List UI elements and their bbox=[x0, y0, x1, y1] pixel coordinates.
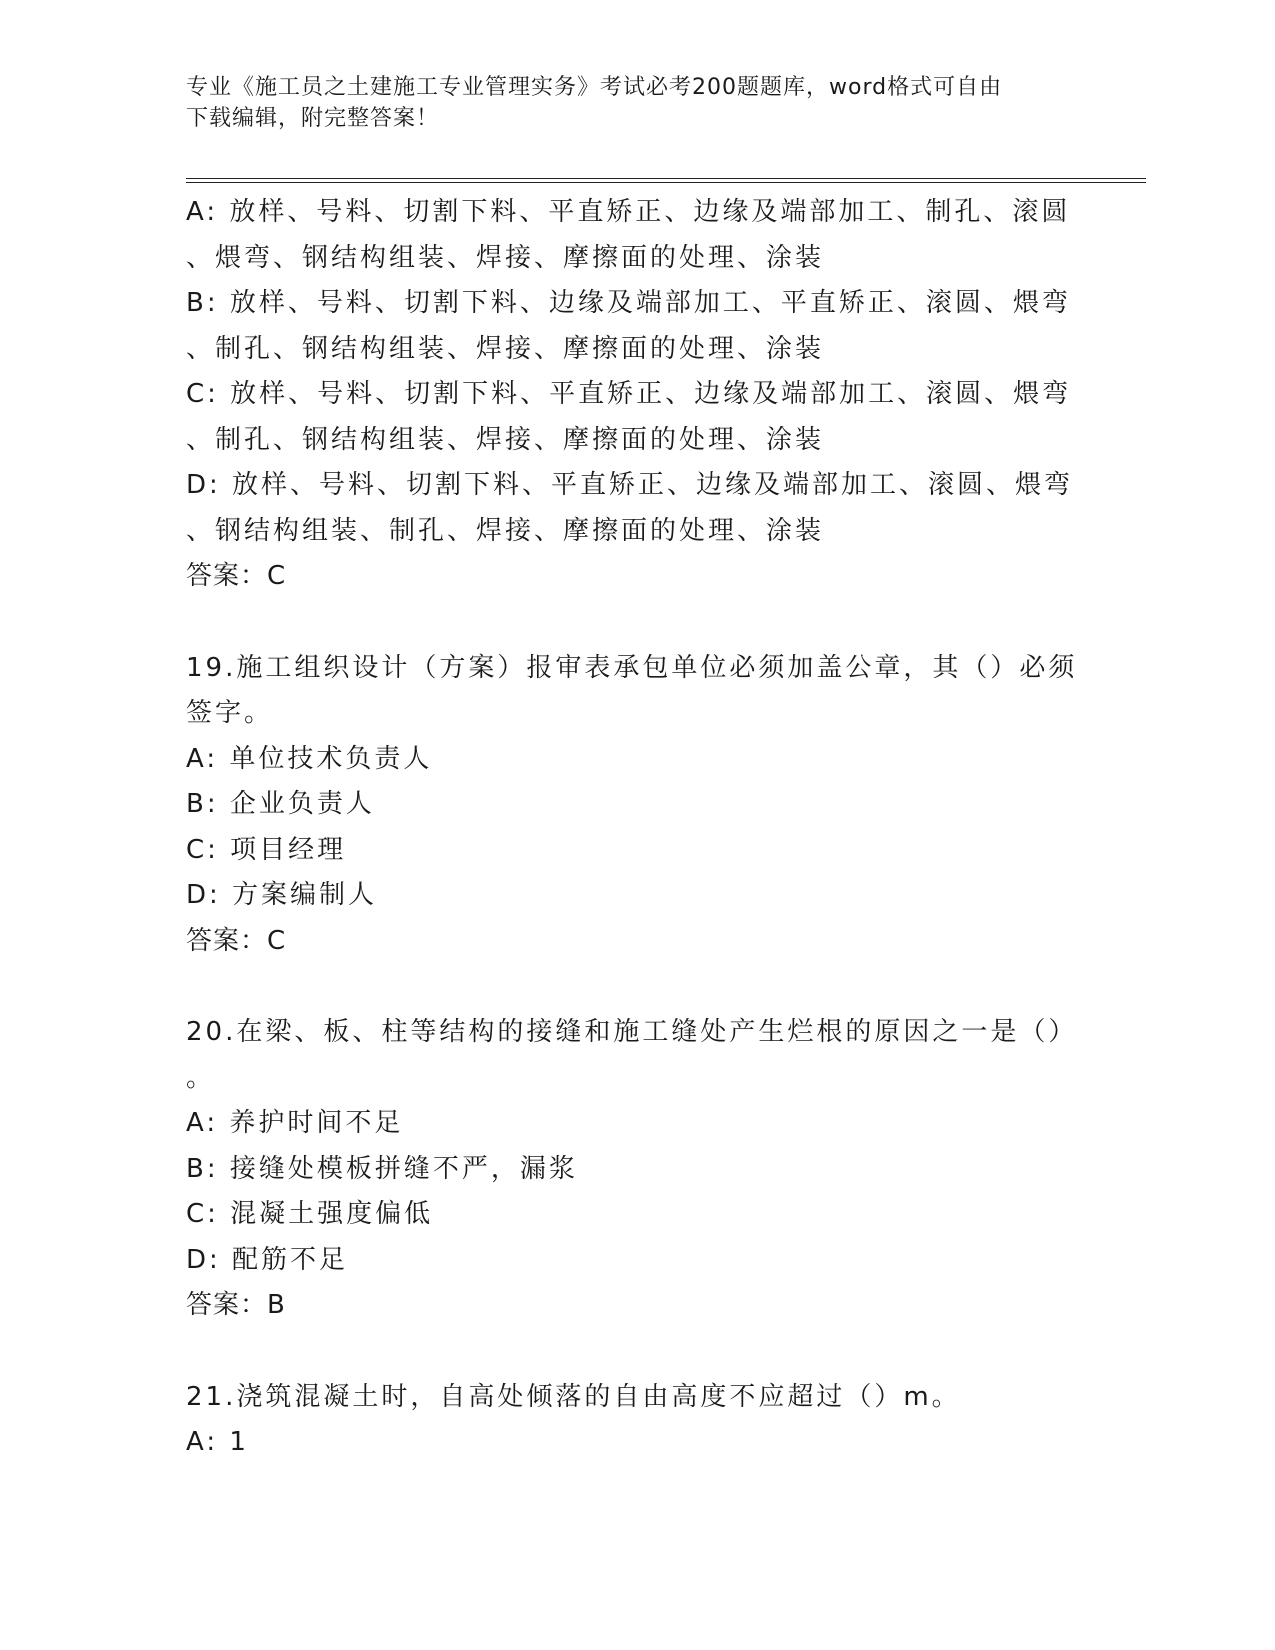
question-21-stem-line-1: 21.浇筑混凝土时，自高处倾落的自由高度不应超过（）m。 bbox=[186, 1381, 961, 1412]
header-divider-top bbox=[186, 178, 1146, 179]
question-20 bbox=[186, 1010, 1086, 1329]
header-line-2: 下载编辑，附完整答案！ bbox=[186, 106, 440, 131]
spacer bbox=[186, 1329, 1086, 1375]
question-content bbox=[186, 190, 1086, 1466]
document-header bbox=[186, 72, 1066, 134]
question-20-stem-line-1: 20.在梁、板、柱等结构的接缝和施工缝处产生烂根的原因之一是（） bbox=[186, 1017, 1078, 1047]
header-divider-bottom bbox=[186, 182, 1146, 183]
option-b: B: 企业负责人 bbox=[186, 789, 375, 819]
answer-20: 答案：B bbox=[186, 1290, 286, 1320]
option-a: A: 养护时间不足 bbox=[186, 1108, 404, 1138]
option-c: C: 混凝土强度偏低 bbox=[186, 1199, 434, 1229]
question-19 bbox=[186, 646, 1086, 965]
spacer bbox=[186, 600, 1086, 646]
header-line-1: 专业《施工员之土建施工专业管理实务》考试必考200题题库，word格式可自由 bbox=[186, 75, 1003, 100]
option-c: C: 项目经理 bbox=[186, 834, 347, 865]
question-19-stem-line-2: 签字。 bbox=[186, 698, 274, 728]
option-a-line-2: 、煨弯、钢结构组装、焊接、摩擦面的处理、涂装 bbox=[186, 242, 825, 273]
option-c-line-1: C: 放样、号料、切割下料、平直矫正、边缘及端部加工、滚圆、煨弯 bbox=[186, 379, 1072, 409]
option-a: A: 单位技术负责人 bbox=[186, 743, 433, 774]
option-b-line-2: 、制孔、钢结构组装、焊接、摩擦面的处理、涂装 bbox=[186, 333, 825, 364]
question-18-options bbox=[186, 190, 1086, 600]
option-b: B: 接缝处模板拼缝不严，漏浆 bbox=[186, 1153, 578, 1184]
question-21 bbox=[186, 1375, 1086, 1466]
option-b-line-1: B: 放样、号料、切割下料、边缘及端部加工、平直矫正、滚圆、煨弯 bbox=[186, 288, 1071, 318]
answer-18: 答案：C bbox=[186, 561, 287, 591]
answer-19: 答案：C bbox=[186, 925, 287, 956]
option-d: D: 配筋不足 bbox=[186, 1244, 349, 1275]
spacer bbox=[186, 964, 1086, 1010]
option-d: D: 方案编制人 bbox=[186, 880, 378, 910]
option-a: A: 1 bbox=[186, 1427, 249, 1457]
option-c-line-2: 、制孔、钢结构组装、焊接、摩擦面的处理、涂装 bbox=[186, 424, 825, 455]
option-a-line-1: A: 放样、号料、切割下料、平直矫正、边缘及端部加工、制孔、滚圆 bbox=[186, 197, 1071, 227]
option-d-line-2: 、钢结构组装、制孔、焊接、摩擦面的处理、涂装 bbox=[186, 515, 825, 546]
option-d-line-1: D: 放样、号料、切割下料、平直矫正、边缘及端部加工、滚圆、煨弯 bbox=[186, 470, 1074, 500]
question-19-stem-line-1: 19.施工组织设计（方案）报审表承包单位必须加盖公章，其（）必须 bbox=[186, 652, 1078, 683]
question-20-stem-line-2: 。 bbox=[186, 1062, 216, 1093]
